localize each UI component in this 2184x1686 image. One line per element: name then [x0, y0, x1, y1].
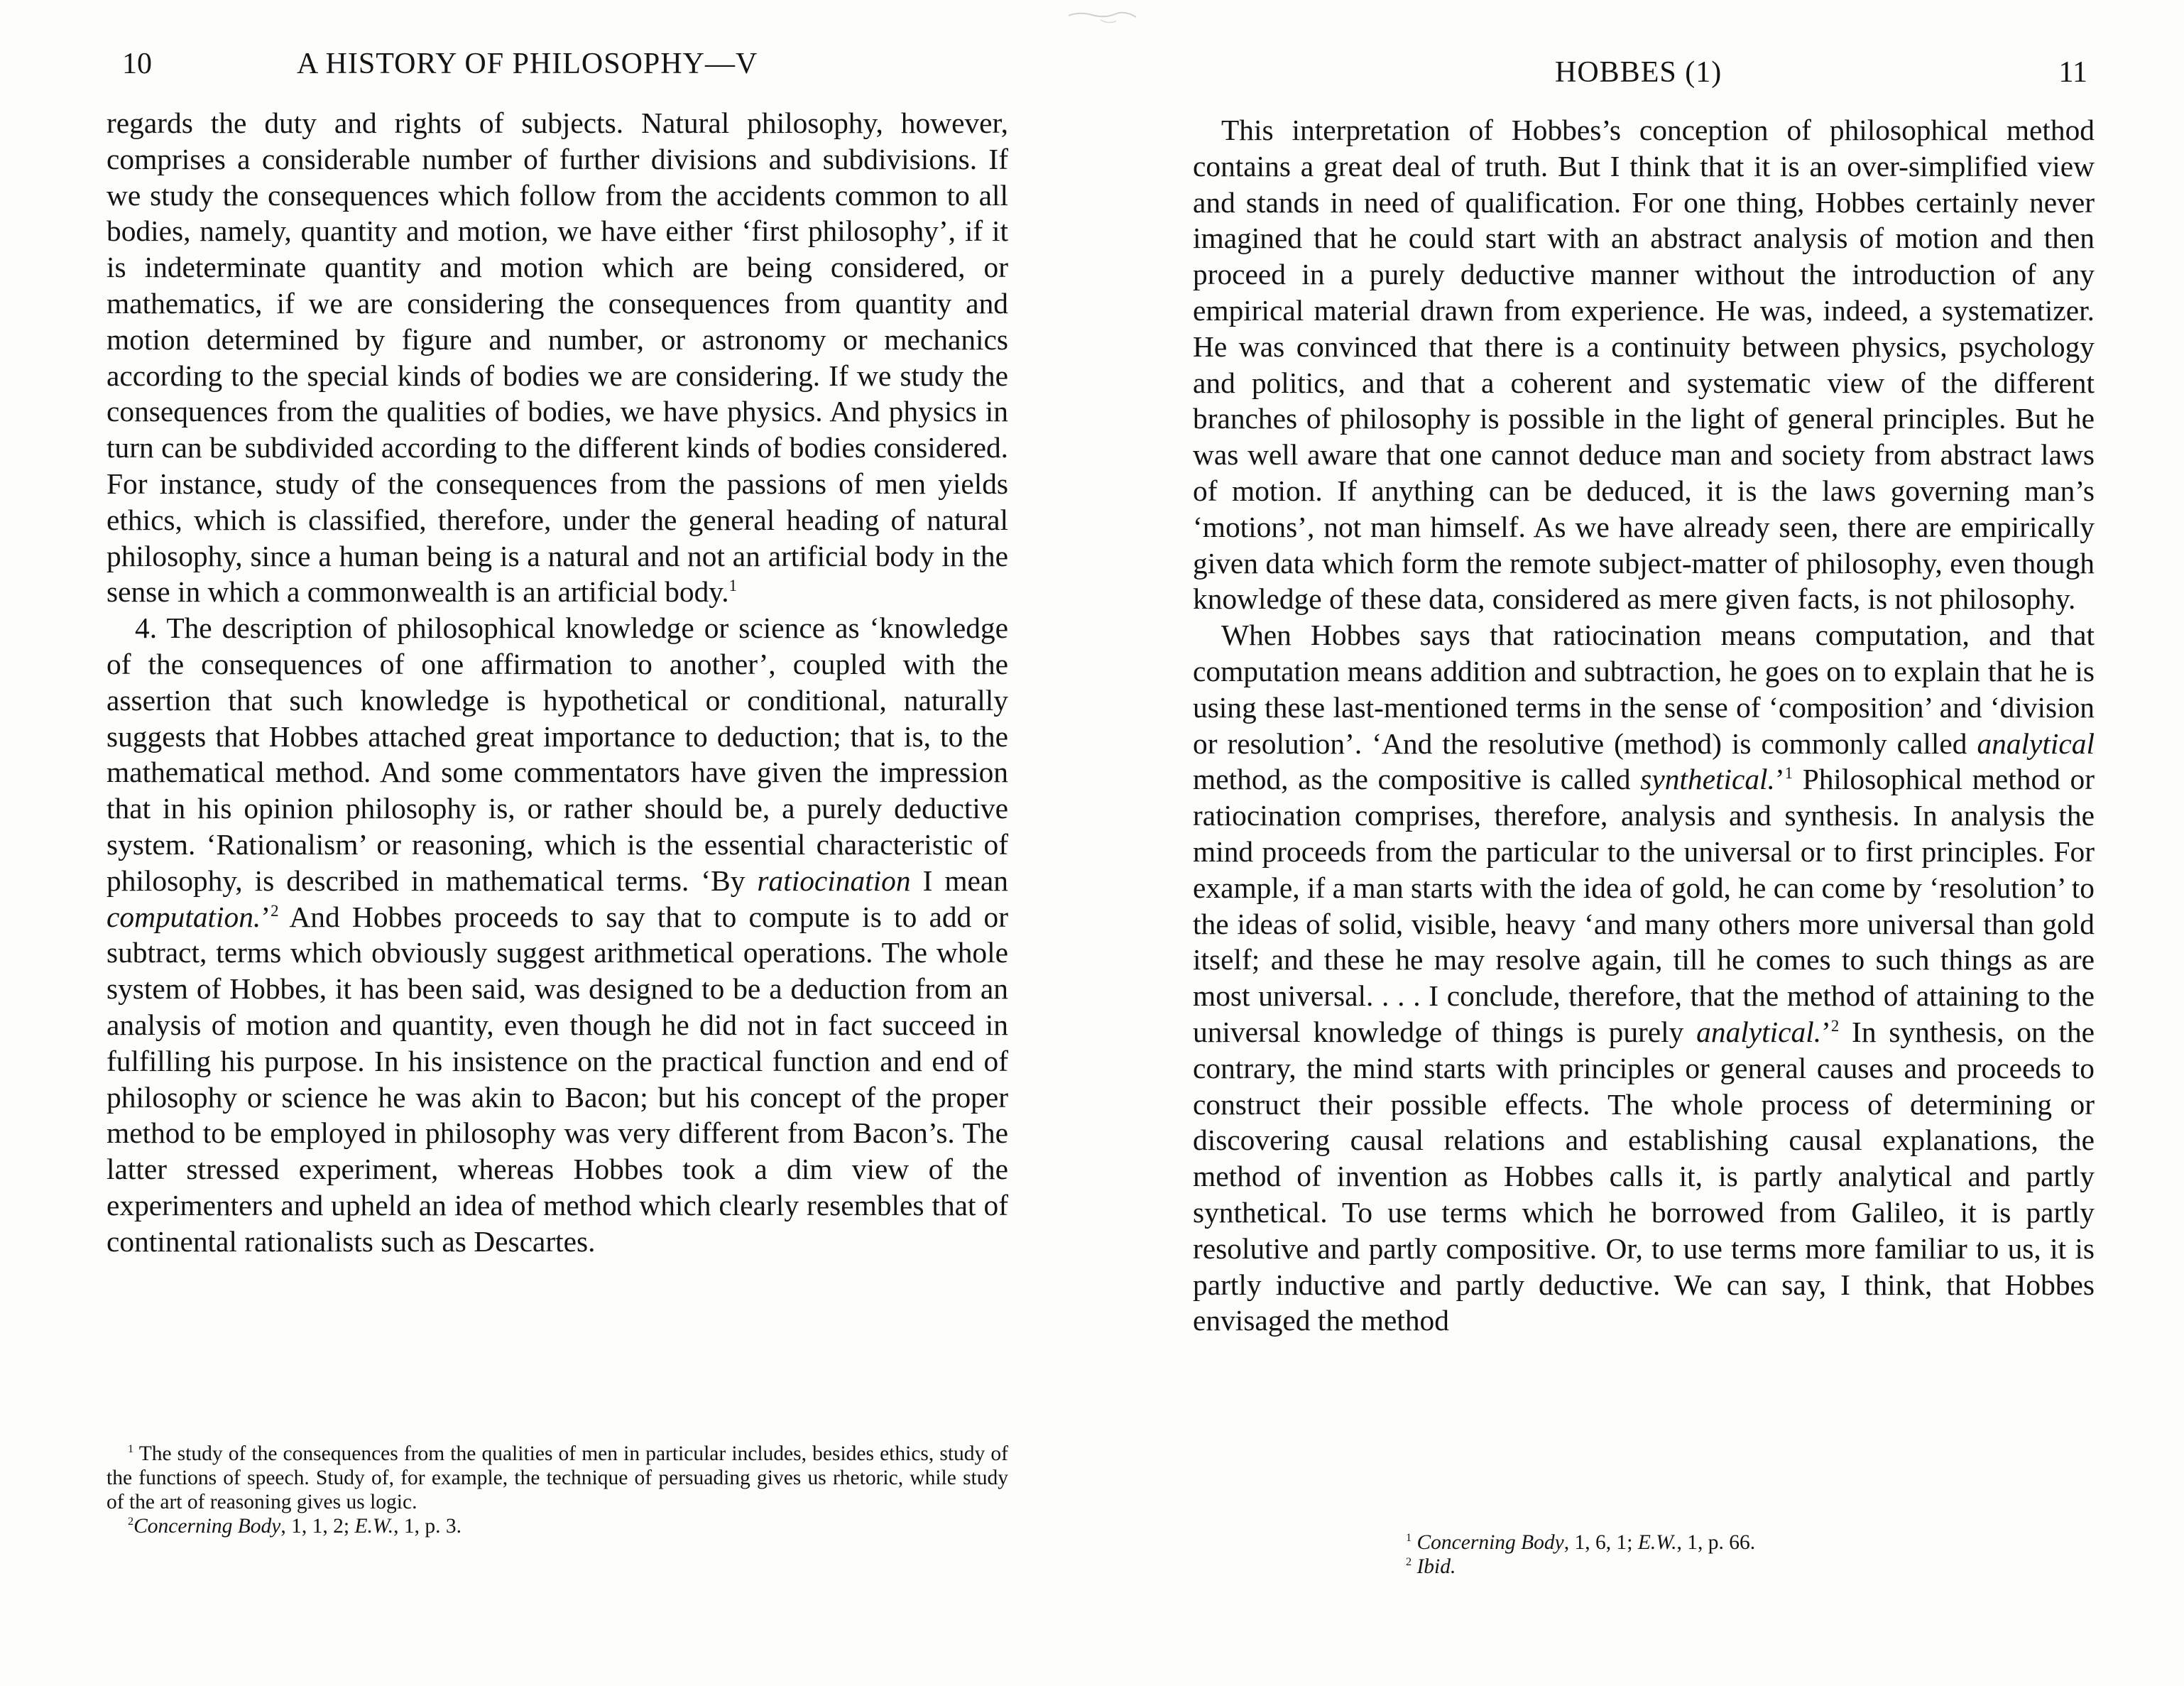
right-page-number: 11 — [2058, 56, 2087, 89]
left-footnotes — [107, 1442, 1008, 1538]
paragraph: regards the duty and rights of subjects. Natural philosophy, however, comprises a considerable number of further divisions and subdivisions. If we study the consequences which follow from the accidents common to all bodies, namely, quantity and motion, we have either ‘first philosophy’, if it is indeterminate quantity and motion which are being considered, or mathematics, if we are considering the consequences from quantity and motion determined by figure and number, or astronomy or mechanics according to the special kinds of bodies we are considering. If we study the consequences from the qualities of bodies, we have physics. And physics in turn can be subdivided according to the different kinds of bodies considered. For instance, study of the consequences from the passions of men yields ethics, which is classified, therefore, under the general heading of natural philosophy, since a human being is a natural and not an artificial body in the sense in which a commonwealth is an artificial body.$^1$ — [107, 107, 1008, 609]
paragraph: 4. The description of philosophical knowledge or science as ‘knowledge of the consequences of one affirmation to another’, coupled with the assertion that such knowledge is hypothetical or conditional, naturally suggests that Hobbes attached great importance to deduction; that is, to the mathematical method. And some commentators have given the impression that in his opinion philosophy is, or rather should be, a purely deductive system. ‘Rationalism’ or reasoning, which is the essential characteristic of philosophy, is described in mathematical terms. ‘By ratiocination I mean computation.’$^2$ And Hobbes proceeds to say that to compute is to add or subtract, terms which obviously suggest arithmetical operations. The whole system of Hobbes, it has been said, was designed to be a deduction from an analysis of motion and quantity, even though he did not in fact succeed in fulfilling his purpose. In his insistence on the practical function and end of philosophy or science he was akin to Bacon; but his concept of the proper method to be employed in philosophy was very different from Bacon’s. The latter stressed experiment, whereas Hobbes took a dim view of the experimenters and upheld an idea of method which clearly resembles that of continental rationalists such as Descartes. — [107, 611, 1008, 1258]
right-running-title: HOBBES (1) — [1555, 56, 1722, 89]
right-page — [1193, 0, 2095, 1686]
left-page — [107, 0, 1008, 1686]
right-footnotes — [1406, 1530, 1953, 1579]
left-body-text — [107, 105, 1008, 1260]
footnote-marker[interactable]: 2 — [271, 901, 279, 920]
left-running-title: A HISTORY OF PHILOSOPHY—V — [297, 48, 758, 80]
footnote: $^1$ The study of the consequences from the qualities of men in particular includes, besides ethics, study of the functions of speech. Study of, for example, the technique of persuading gives us rhetoric, while study of the art of reasoning gives us logic. — [107, 1442, 1008, 1513]
footnote-marker[interactable]: 1 — [1784, 764, 1793, 783]
left-page-number: 10 — [122, 48, 152, 80]
footnote: $^2$Concerning Body, 1, 1, 2; E.W., 1, p. 3. — [128, 1515, 462, 1538]
paragraph: This interpretation of Hobbes’s conception of philosophical method contains a great deal of truth. But I think that it is an over-simplified view and stands in need of qualification. For one thing, Hobbes certainly never imagined that he could start with an abstract analysis of motion and then proceed in a purely deductive manner without the introduction of any empirical material drawn from experience. He was, indeed, a systematizer. He was convinced that there is a continuity between physics, psychology and politics, and that a coherent and systematic view of the different branches of philosophy is possible in the light of general principles. But he was well aware that one cannot deduce man and society from abstract laws of motion. If anything can be deduced, it is the laws governing man’s ‘motions’, not man himself. As we have already seen, there are empirically given data which form the remote subject-matter of philosophy, even though knowledge of these data, considered as mere given facts, is not philosophy. — [1193, 114, 2095, 616]
footnote: $^2$ Ibid. — [1406, 1555, 1456, 1578]
footnote-marker[interactable]: 2 — [1830, 1017, 1840, 1035]
footnote-marker[interactable]: 1 — [728, 577, 738, 595]
right-body-text — [1193, 112, 2095, 1339]
scan-smudge — [1065, 6, 1143, 30]
right-page-header — [1193, 44, 2095, 87]
footnote: $^1$ Concerning Body, 1, 6, 1; E.W., 1, p. 66. — [1406, 1531, 1756, 1554]
paragraph: When Hobbes says that ratiocination means computation, and that computation means addition and subtraction, he goes on to explain that he is using these last-mentioned terms in the sense of ‘composition’ and ‘division or resolution’. ‘And the resolutive (method) is commonly called analytical method, as the compositive is called synthetical.’$^1$ Philosophical method or ratiocination comprises, therefore, analysis and synthesis. In analysis the mind proceeds from the particular to the universal or to first principles. For example, if a man starts with the idea of gold, he can come by ‘resolution’ to the ideas of solid, visible, heavy ‘and many others more universal than gold itself; and these he may resolve again, till he comes to such things as are most universal. . . . I conclude, therefore, that the method of attaining to the universal knowledge of things is purely analytical.’$^2$ In synthesis, on the contrary, the mind starts with principles or general causes and proceeds to construct their possible effects. The whole process of determining or discovering causal relations and establishing causal explanations, the method of invention as Hobbes calls it, is partly analytical and partly synthetical. To use terms which he borrowed from Galileo, it is partly resolutive and partly compositive. Or, to use terms more familiar to us, it is partly inductive and partly deductive. We can say, I think, that Hobbes envisaged the method — [1193, 619, 2095, 1337]
left-page-header — [107, 44, 1008, 87]
